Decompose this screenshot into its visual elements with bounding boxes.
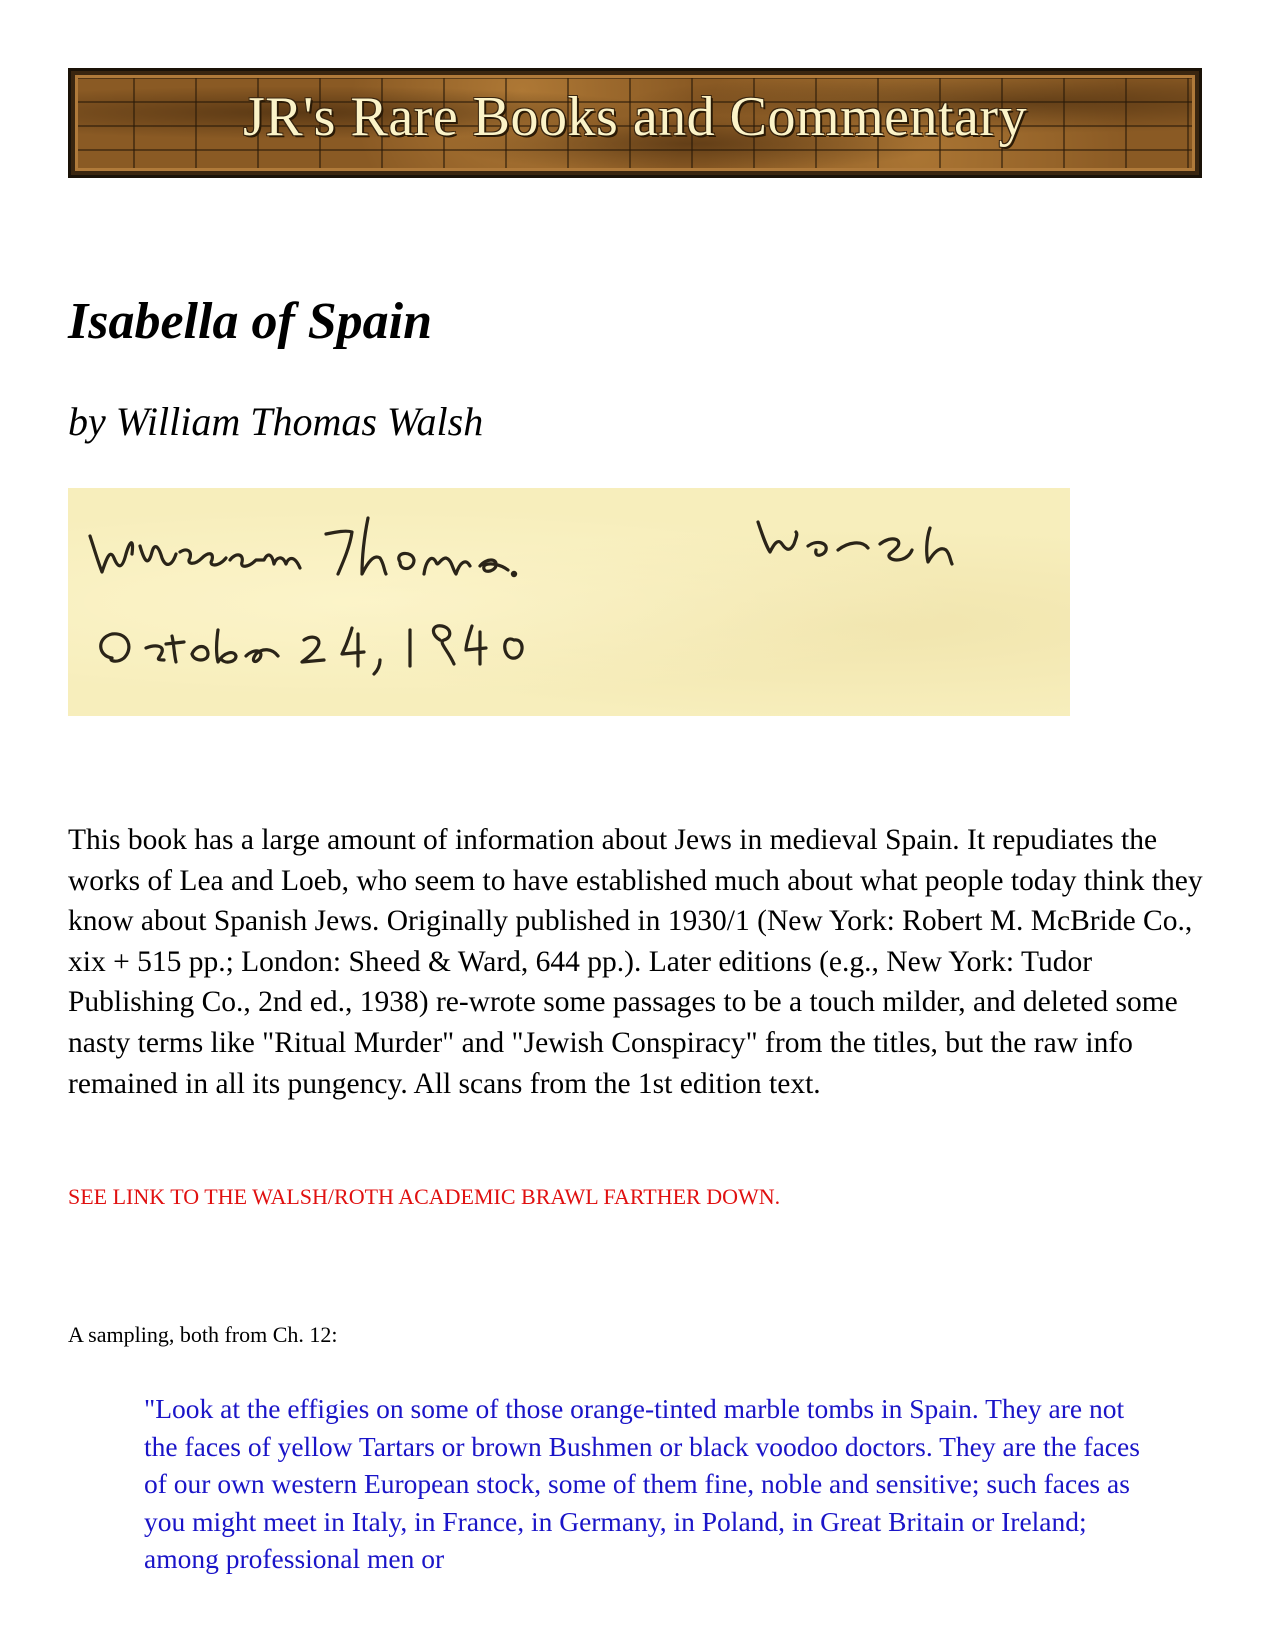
site-banner[interactable] [68, 68, 1202, 178]
book-title: Isabella of Spain [68, 293, 433, 350]
book-description: This book has a large amount of information about Jews in medieval Spain. It repudiates the works of Lea and Loeb, who seem to have established much about what people today think they know about Spanish Jews. Originally published in 1930/1 (New York: Robert M. McBride Co., xix + 515 pp.; London: Sheed & Ward, 644 pp.). Later editions (e.g., New York: Tudor Publishing Co., 2nd ed., 1938) re-wrote some passages to be a touch milder, and deleted some nasty terms like "Ritual Murder" and "Jewish Conspiracy" from the titles, but the raw info remained in all its pungency. All scans from the 1st edition text. [68, 824, 1203, 1100]
signature-handwriting [68, 488, 1070, 716]
author-byline: by William Thomas Walsh [68, 399, 484, 444]
walsh-roth-link-notice: SEE LINK TO THE WALSH/ROTH ACADEMIC BRAWL FARTHER DOWN. [68, 1184, 781, 1209]
chapter-12-quote: "Look at the effigies on some of those orange-tinted marble tombs in Spain. They are not the faces of yellow Tartars or brown Bushmen or black voodoo doctors. They are the faces of our own western European stock, some of them fine, noble and sensitive; such faces as you might meet in Italy, in France, in Germany, in Poland, in Great Britain or Ireland; among professional men or [144, 1393, 1140, 1574]
site-title: JR's Rare Books and Commentary [242, 86, 1028, 148]
author-signature-image [68, 488, 1070, 716]
sampling-intro: A sampling, both from Ch. 12: [68, 1322, 338, 1347]
